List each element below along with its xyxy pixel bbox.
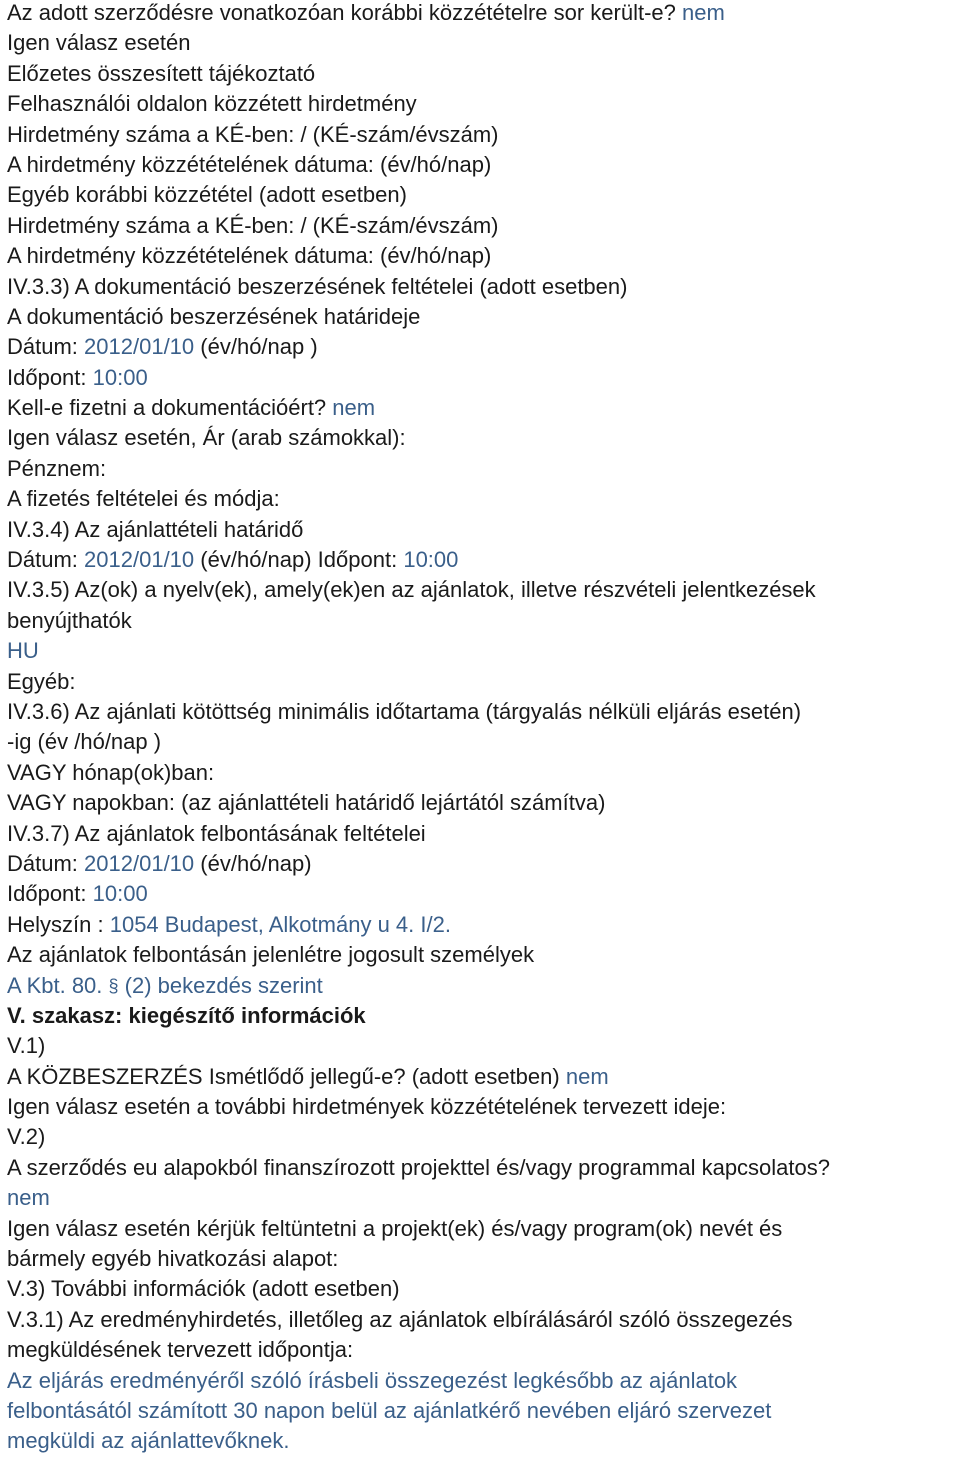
line-currency: Pénznem: <box>7 455 107 481</box>
heading-iv-3-5: IV.3.5) Az(ok) a nyelv(ek), amely(ek)en az ajánlatok, illetve részvételi jelentkezések <box>7 577 816 603</box>
heading-v-1: V.1) <box>7 1033 46 1059</box>
line-opening-time: Időpont: 10:00 <box>7 881 148 907</box>
heading-section-v: V. szakasz: kiegészítő információk <box>7 1002 366 1028</box>
line-days: VAGY napokban: (az ajánlattételi határidő lejártától számítva) <box>7 790 606 816</box>
line-doc-deadline: A dokumentáció beszerzésének határideje <box>7 303 421 329</box>
heading-iv-3-3: IV.3.3) A dokumentáció beszerzésének feltételei (adott esetben) <box>7 273 628 299</box>
line-buyer-profile: Felhasználói oldalon közzétett hirdetmény <box>7 91 417 117</box>
line-reference: bármely egyéb hivatkozási alapot: <box>7 1246 339 1272</box>
line-price: Igen válasz esetén, Ár (arab számokkal): <box>7 425 406 451</box>
line-other-publication: Egyéb korábbi közzététel (adott esetben) <box>7 182 407 208</box>
line-recurring: A KÖZBESZERZÉS Ismétlődő jellegű-e? (adott esetben) nem <box>7 1063 609 1089</box>
line-payment-terms: A fizetés feltételei és módja: <box>7 486 280 512</box>
line-further-notices: Igen válasz esetén a további hirdetmények közzétételének tervezett ideje: <box>7 1094 727 1120</box>
line-doc-date: Dátum: 2012/01/10 (év/hó/nap ) <box>7 334 318 360</box>
heading-v-3: V.3) További információk (adott esetben) <box>7 1276 400 1302</box>
line-project-name: Igen válasz esetén kérjük feltüntetni a projekt(ek) és/vagy program(ok) nevét és <box>7 1215 783 1241</box>
line-language: HU <box>7 638 39 664</box>
line-submittable: benyújthatók <box>7 607 132 633</box>
line-doc-payment: Kell-e fizetni a dokumentációért? nem <box>7 395 376 421</box>
line-attendees: Az ajánlatok felbontásán jelenlétre jogosult személyek <box>7 942 535 968</box>
line-prior-info: Előzetes összesített tájékoztató <box>7 60 316 86</box>
line-result-2: felbontásától számított 30 napon belül az ajánlatkérő nevében eljáró szervezet <box>7 1397 772 1423</box>
heading-iv-3-7: IV.3.7) Az ajánlatok felbontásának feltételei <box>7 820 426 846</box>
line-notice-date: A hirdetmény közzétételének dátuma: (év/hó/nap) <box>7 151 492 177</box>
heading-iv-3-6: IV.3.6) Az ajánlati kötöttség minimális időtartama (tárgyalás nélküli eljárás esetén) <box>7 698 802 724</box>
line-planned-date: megküldésének tervezett időpontja: <box>7 1337 354 1363</box>
line-kbt-ref: A Kbt. 80. § (2) bekezdés szerint <box>7 972 323 998</box>
line-if-yes: Igen válasz esetén <box>7 30 191 56</box>
line-other: Egyéb: <box>7 668 76 694</box>
heading-iv-3-4: IV.3.4) Az ajánlattételi határidő <box>7 516 304 542</box>
line-notice-date-2: A hirdetmény közzétételének dátuma: (év/hó/nap) <box>7 243 492 269</box>
line-result-3: megküldi az ajánlattevőknek. <box>7 1428 290 1454</box>
heading-v-3-1: V.3.1) Az eredményhirdetés, illetőleg az ajánlatok elbírálásáról szóló összegezés <box>7 1306 793 1332</box>
line-prior-publication: Az adott szerződésre vonatkozóan korábbi közzétételre sor került-e? nem <box>7 0 725 25</box>
line-months: VAGY hónap(ok)ban: <box>7 759 215 785</box>
line-location: Helyszín : 1054 Budapest, Alkotmány u 4. I/2. <box>7 911 451 937</box>
line-notice-number-2: Hirdetmény száma a KÉ-ben: / (KÉ-szám/évszám) <box>7 212 499 238</box>
line-eu-funds-answer: nem <box>7 1185 50 1211</box>
line-result-1: Az eljárás eredményéről szóló írásbeli összegezést legkésőbb az ajánlatok <box>7 1367 738 1393</box>
line-notice-number: Hirdetmény száma a KÉ-ben: / (KÉ-szám/évszám) <box>7 121 499 147</box>
line-until: -ig (év /hó/nap ) <box>7 729 162 755</box>
line-eu-funds: A szerződés eu alapokból finanszírozott projekttel és/vagy programmal kapcsolatos? <box>7 1154 830 1180</box>
line-doc-time: Időpont: 10:00 <box>7 364 148 390</box>
line-tender-deadline: Dátum: 2012/01/10 (év/hó/nap) Időpont: 10:00 <box>7 547 459 573</box>
heading-v-2: V.2) <box>7 1124 46 1150</box>
line-opening-date: Dátum: 2012/01/10 (év/hó/nap) <box>7 850 312 876</box>
